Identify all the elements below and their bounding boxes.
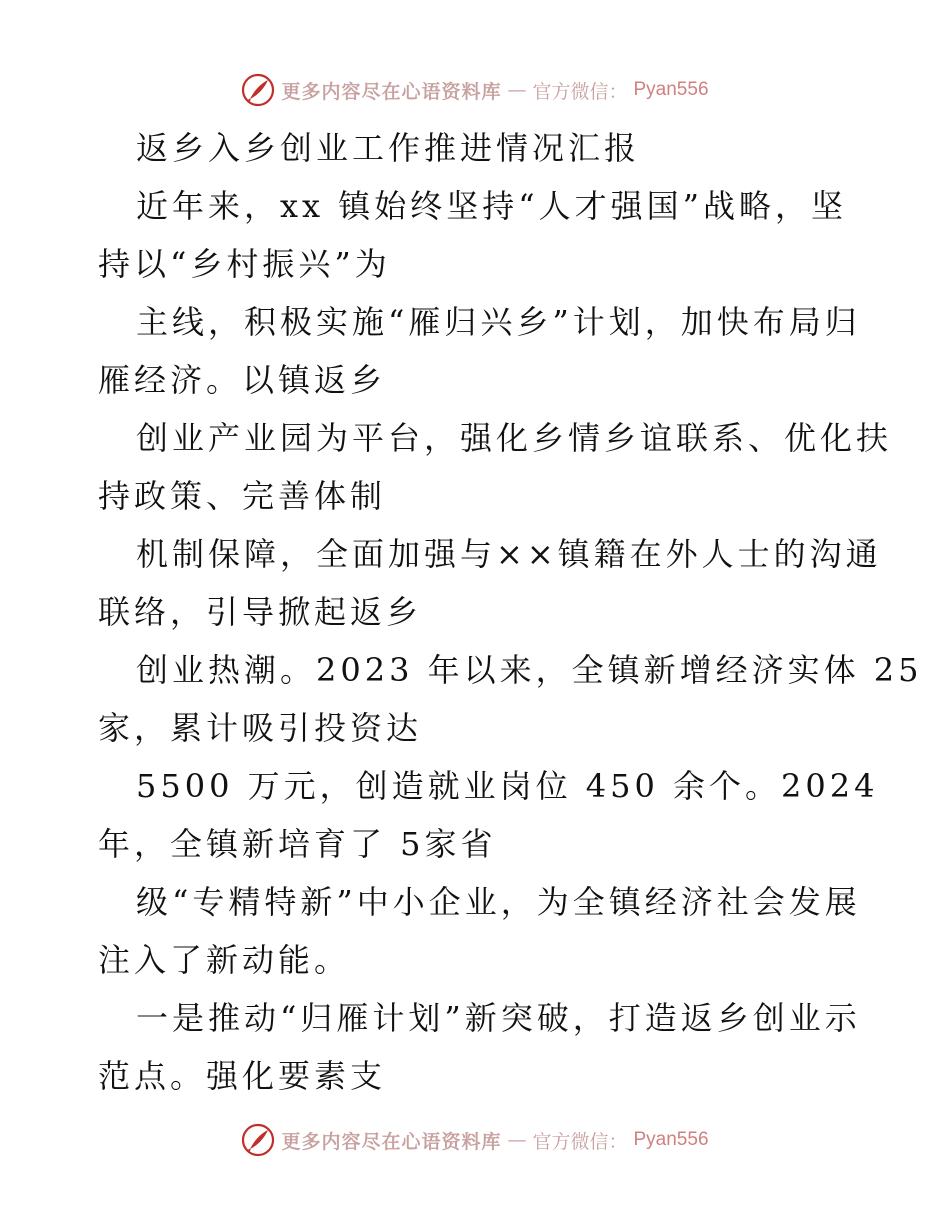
quill-logo-icon [241, 1123, 275, 1157]
header-banner-wechat-id: Pyan556 [633, 79, 709, 100]
paragraph-line: 创业热潮。2023 年以来，全镇新增经济实体 25 [136, 651, 923, 689]
footer-banner-wechat-id: Pyan556 [633, 1129, 709, 1150]
footer-banner-title: 更多内容尽在心语资料库 [281, 1130, 502, 1153]
footer-banner-separator: — [507, 1129, 527, 1151]
footer-banner [0, 1120, 950, 1160]
paragraph-line: 范点。强化要素支 [98, 1057, 387, 1095]
header-banner-wechat-label: 官方微信： [532, 80, 628, 103]
paragraph-line: 持政策、完善体制 [98, 477, 387, 515]
paragraph-line: 联络，引导掀起返乡 [98, 593, 423, 631]
paragraph-line: 年，全镇新培育了 5家省 [98, 825, 497, 863]
paragraph-line: 持以“乡村振兴”为 [98, 245, 391, 283]
header-banner [0, 70, 950, 110]
paragraph-line: 5500 万元，创造就业岗位 450 余个。2024 [136, 767, 879, 805]
quill-logo-icon [241, 73, 275, 107]
paragraph-line: 一是推动“归雁计划”新突破，打造返乡创业示 [136, 999, 861, 1037]
paragraph-line: 雁经济。以镇返乡 [98, 361, 387, 399]
document-title: 返乡入乡创业工作推进情况汇报 [136, 129, 641, 167]
paragraph-line: 级“专精特新”中小企业，为全镇经济社会发展 [136, 883, 861, 921]
header-banner-separator: — [507, 79, 527, 101]
header-banner-title: 更多内容尽在心语资料库 [281, 80, 502, 103]
paragraph-line: 近年来，xx 镇始终坚持“人才强国”战略，坚 [136, 187, 847, 225]
paragraph-line: 机制保障，全面加强与××镇籍在外人士的沟通 [136, 535, 882, 573]
footer-banner-wechat-label: 官方微信： [532, 1130, 628, 1153]
paragraph-line: 主线，积极实施“雁归兴乡”计划，加快布局归 [136, 303, 861, 341]
paragraph-line: 家，累计吸引投资达 [98, 709, 423, 747]
paragraph-line: 创业产业园为平台，强化乡情乡谊联系、优化扶 [136, 419, 893, 457]
paragraph-line: 注入了新动能。 [98, 941, 351, 979]
